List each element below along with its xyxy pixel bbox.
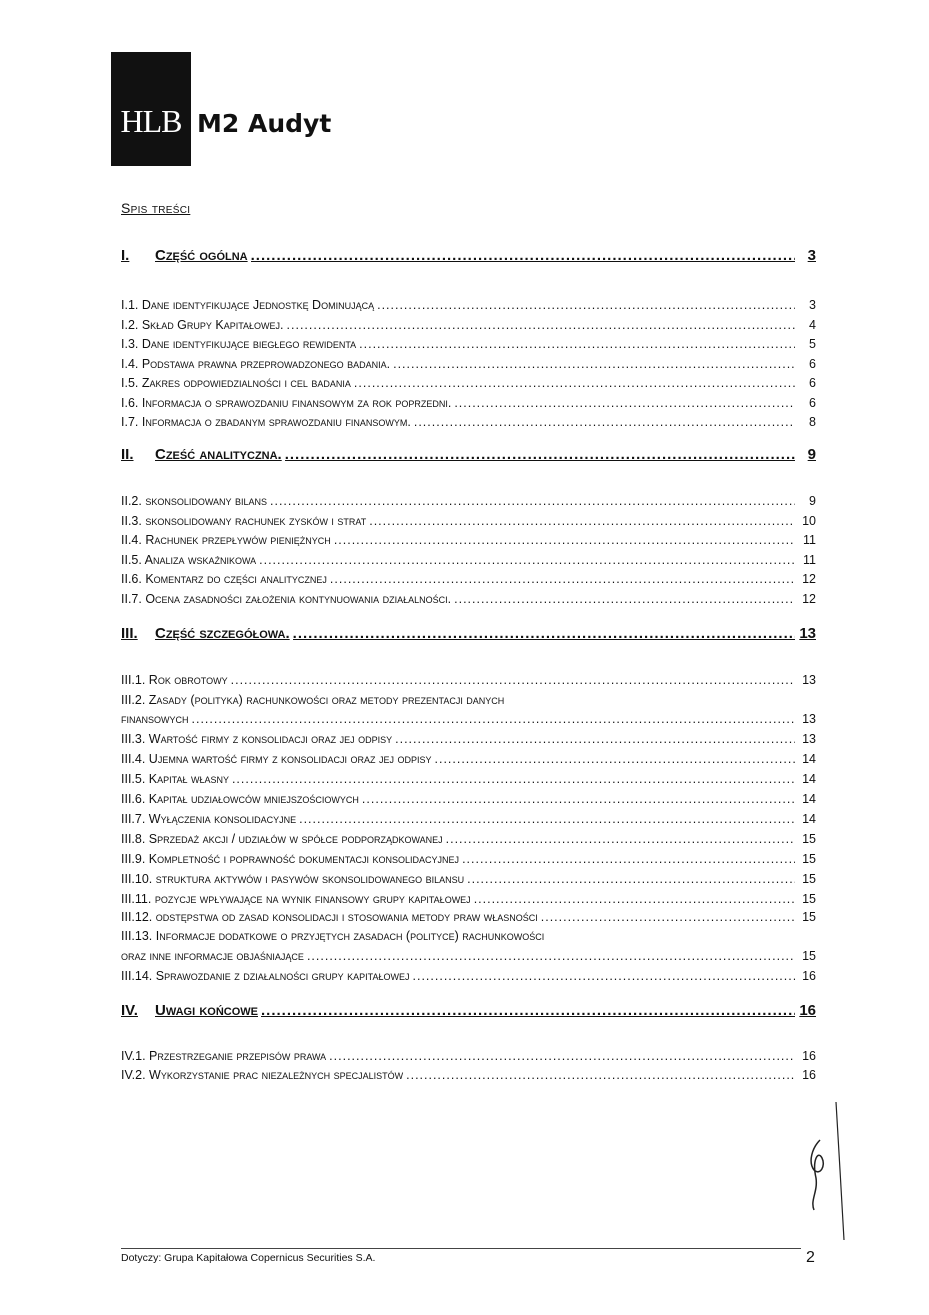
toc-item-label: III.3. Wartość firmy z konsolidacji oraz jej odpisy <box>121 732 393 746</box>
toc-item-label: III.2. Zasady (polityka) rachunkowości oraz metody prezentacji danych <box>121 693 505 707</box>
toc-item[interactable] <box>121 732 816 746</box>
toc-item-label: I.7. Informacja o zbadanym sprawozdaniu finansowym. <box>121 415 411 429</box>
toc-item[interactable] <box>121 533 816 547</box>
toc-item-page: 4 <box>809 317 816 332</box>
toc-item-page: 14 <box>802 772 816 786</box>
dot-leader <box>259 553 795 567</box>
dot-leader <box>330 572 795 586</box>
toc-item[interactable] <box>121 298 816 312</box>
toc-item[interactable] <box>121 357 816 371</box>
toc-item[interactable] <box>121 712 816 726</box>
section-number: III. <box>121 625 138 642</box>
toc-item-label: II.7. Ocena zasadności założenia kontynuowania działalności. <box>121 591 452 606</box>
toc-item-label: II.5. Analiza wskaźnikowa <box>121 552 257 567</box>
section-page: 9 <box>807 446 816 463</box>
dot-leader <box>474 892 795 906</box>
toc-item-page: 15 <box>802 892 816 906</box>
section-title: Uwagi końcowe <box>155 1002 258 1019</box>
toc-item[interactable] <box>121 693 816 707</box>
toc-item-label: oraz inne informacje objaśniające <box>121 949 304 963</box>
toc-item-page: 15 <box>802 949 816 963</box>
toc-item[interactable] <box>121 1049 816 1063</box>
page-number: 2 <box>806 1249 815 1266</box>
dot-leader <box>393 357 795 371</box>
toc-item-page: 16 <box>802 1049 816 1063</box>
toc-item-page: 16 <box>802 969 816 983</box>
section-title: Część ogólna <box>155 247 248 264</box>
toc-item[interactable] <box>121 812 816 826</box>
toc-item-label: IV.1. Przestrzeganie przepisów prawa <box>121 1049 327 1063</box>
dot-leader <box>251 247 795 264</box>
toc-item-page: 10 <box>802 513 816 528</box>
toc-item-label: III.5. Kapitał własny <box>121 772 229 786</box>
toc-item-page: 16 <box>802 1068 816 1082</box>
section-number: II. <box>121 446 134 463</box>
toc-item-label: III.4. Ujemna wartość firmy z konsolidacji oraz jej odpisy <box>121 752 432 766</box>
toc-item-page: 15 <box>802 872 816 886</box>
dot-leader <box>359 337 795 351</box>
toc-item-page: 14 <box>802 812 816 826</box>
toc-item[interactable] <box>121 318 816 332</box>
handwritten-signature <box>790 1100 860 1250</box>
toc-item-page: 5 <box>809 337 816 351</box>
toc-item[interactable] <box>121 910 816 924</box>
toc-item-page: 13 <box>802 712 816 726</box>
dot-leader <box>192 712 796 726</box>
dot-leader <box>307 949 795 963</box>
toc-item-page: 13 <box>802 673 816 687</box>
toc-item-page: 8 <box>809 415 816 429</box>
company-logo <box>111 52 331 166</box>
toc-item-page: 15 <box>802 910 816 924</box>
toc-item-page: 3 <box>809 298 816 312</box>
section-title: Cześć analityczna. <box>155 446 282 463</box>
toc-item-page: 15 <box>802 852 816 866</box>
toc-item-page: 14 <box>802 792 816 806</box>
toc-item-label: I.1. Dane identyfikujące Jednostkę Dominującą <box>121 298 375 312</box>
toc-item-label: III.6. Kapitał udziałowców mniejszościowych <box>121 792 359 806</box>
toc-item-label: III.7. Wyłączenia konsolidacyjne <box>121 812 297 826</box>
toc-item-label: III.1. Rok obrotowy <box>121 673 228 687</box>
toc-item[interactable] <box>121 949 816 963</box>
dot-leader <box>362 792 795 806</box>
toc-item[interactable] <box>121 792 816 806</box>
toc-item-label: III.12. odstępstwa od zasad konsolidacji i stosowania metody praw własności <box>121 910 538 924</box>
toc-item-label: III.11. pozycje wpływające na wynik finansowy grupy kapitałowej <box>121 892 471 906</box>
toc-item[interactable] <box>121 592 816 606</box>
toc-section-4[interactable] <box>121 1002 816 1019</box>
toc-item[interactable] <box>121 852 816 866</box>
toc-item[interactable] <box>121 969 816 983</box>
toc-item[interactable] <box>121 1068 816 1082</box>
toc-item-page: 6 <box>809 395 816 410</box>
toc-heading: Spis treści <box>121 200 191 216</box>
logo-box: HLB <box>111 52 191 166</box>
toc-item[interactable] <box>121 415 816 429</box>
section-page: 3 <box>807 247 816 264</box>
dot-leader <box>299 812 795 826</box>
section-number: I. <box>121 247 130 264</box>
dot-leader <box>285 446 795 463</box>
toc-item-label: I.4. Podstawa prawna przeprowadzonego badania. <box>121 356 391 371</box>
section-title: Część szczegółowa. <box>155 625 290 642</box>
toc-item-label: I.3. Dane identyfikujące biegłego rewidenta <box>121 337 357 351</box>
toc-item-label: I.5. Zakres odpowiedzialności i cel badania <box>121 376 351 390</box>
toc-item[interactable] <box>121 832 816 846</box>
dot-leader <box>329 1049 795 1063</box>
toc-item[interactable] <box>121 929 816 943</box>
dot-leader <box>446 832 795 846</box>
dot-leader <box>467 872 795 886</box>
logo-name: M2 Audyt <box>197 109 332 138</box>
toc-item-page: 13 <box>802 732 816 746</box>
toc-item-label: III.14. Sprawozdanie z działalności grupy kapitałowej <box>121 969 410 983</box>
toc-section-2[interactable] <box>121 446 816 463</box>
toc-item[interactable] <box>121 396 816 410</box>
toc-item-page: 6 <box>809 356 816 371</box>
dot-leader <box>413 969 795 983</box>
toc-item-label: III.8. Sprzedaż akcji / udziałów w spółce podporządkowanej <box>121 832 443 846</box>
footer-text: Dotyczy: Grupa Kapitałowa Copernicus Securities S.A. <box>121 1252 376 1264</box>
dot-leader <box>270 494 795 508</box>
toc-item[interactable] <box>121 494 816 508</box>
toc-item-label: II.2. skonsolidowany bilans <box>121 494 267 508</box>
dot-leader <box>462 852 795 866</box>
dot-leader <box>406 1068 795 1082</box>
dot-leader <box>287 318 795 332</box>
toc-section-3[interactable] <box>121 625 816 642</box>
toc-item[interactable] <box>121 376 816 390</box>
toc-item[interactable] <box>121 514 816 528</box>
footer-divider <box>121 1248 801 1249</box>
toc-item-page: 11 <box>803 533 816 547</box>
toc-item-label: II.4. Rachunek przepływów pieniężnych <box>121 533 331 547</box>
toc-item-page: 6 <box>809 376 816 390</box>
toc-item[interactable] <box>121 772 816 786</box>
dot-leader <box>232 772 795 786</box>
dot-leader <box>435 752 796 766</box>
dot-leader <box>454 396 795 410</box>
toc-item-label: III.13. Informacje dodatkowe o przyjętych zasadach (polityce) rachunkowości <box>121 929 545 943</box>
toc-item-page: 12 <box>802 572 816 586</box>
dot-leader <box>454 592 795 606</box>
dot-leader <box>231 673 795 687</box>
toc-item[interactable] <box>121 892 816 906</box>
toc-item-label: I.6. Informacja o sprawozdaniu finansowym za rok poprzedni. <box>121 395 452 410</box>
toc-item[interactable] <box>121 673 816 687</box>
dot-leader <box>334 533 795 547</box>
toc-item-page: 12 <box>802 591 816 606</box>
dot-leader <box>541 910 795 924</box>
toc-item[interactable] <box>121 337 816 351</box>
toc-item-page: 11 <box>803 552 816 567</box>
dot-leader <box>414 415 795 429</box>
dot-leader <box>354 376 795 390</box>
toc-item-page: 14 <box>802 752 816 766</box>
dot-leader <box>377 298 795 312</box>
toc-item[interactable] <box>121 553 816 567</box>
toc-item-label: III.10. struktura aktywów i pasywów skonsolidowanego bilansu <box>121 872 465 886</box>
toc-item[interactable] <box>121 572 816 586</box>
toc-item-page: 9 <box>809 494 816 508</box>
dot-leader <box>261 1002 795 1019</box>
section-page: 16 <box>799 1002 816 1019</box>
toc-item-label: III.9. Kompletność i poprawność dokumentacji konsolidacyjnej <box>121 852 460 866</box>
section-number: IV. <box>121 1002 138 1019</box>
toc-item-label: IV.2. Wykorzystanie prac niezależnych specjalistów <box>121 1068 404 1082</box>
toc-item-label: finansowych <box>121 712 189 726</box>
dot-leader <box>293 625 795 642</box>
toc-item-label: I.2. Skład Grupy Kapitałowej. <box>121 317 284 332</box>
toc-item-label: II.6. Komentarz do części analitycznej <box>121 572 327 586</box>
toc-item[interactable] <box>121 752 816 766</box>
toc-section-1[interactable] <box>121 247 816 264</box>
section-page: 13 <box>799 625 816 642</box>
toc-item-label: II.3. skonsolidowany rachunek zysków i strat <box>121 513 367 528</box>
dot-leader <box>369 514 795 528</box>
dot-leader <box>395 732 795 746</box>
toc-item[interactable] <box>121 872 816 886</box>
toc-item-page: 15 <box>802 832 816 846</box>
